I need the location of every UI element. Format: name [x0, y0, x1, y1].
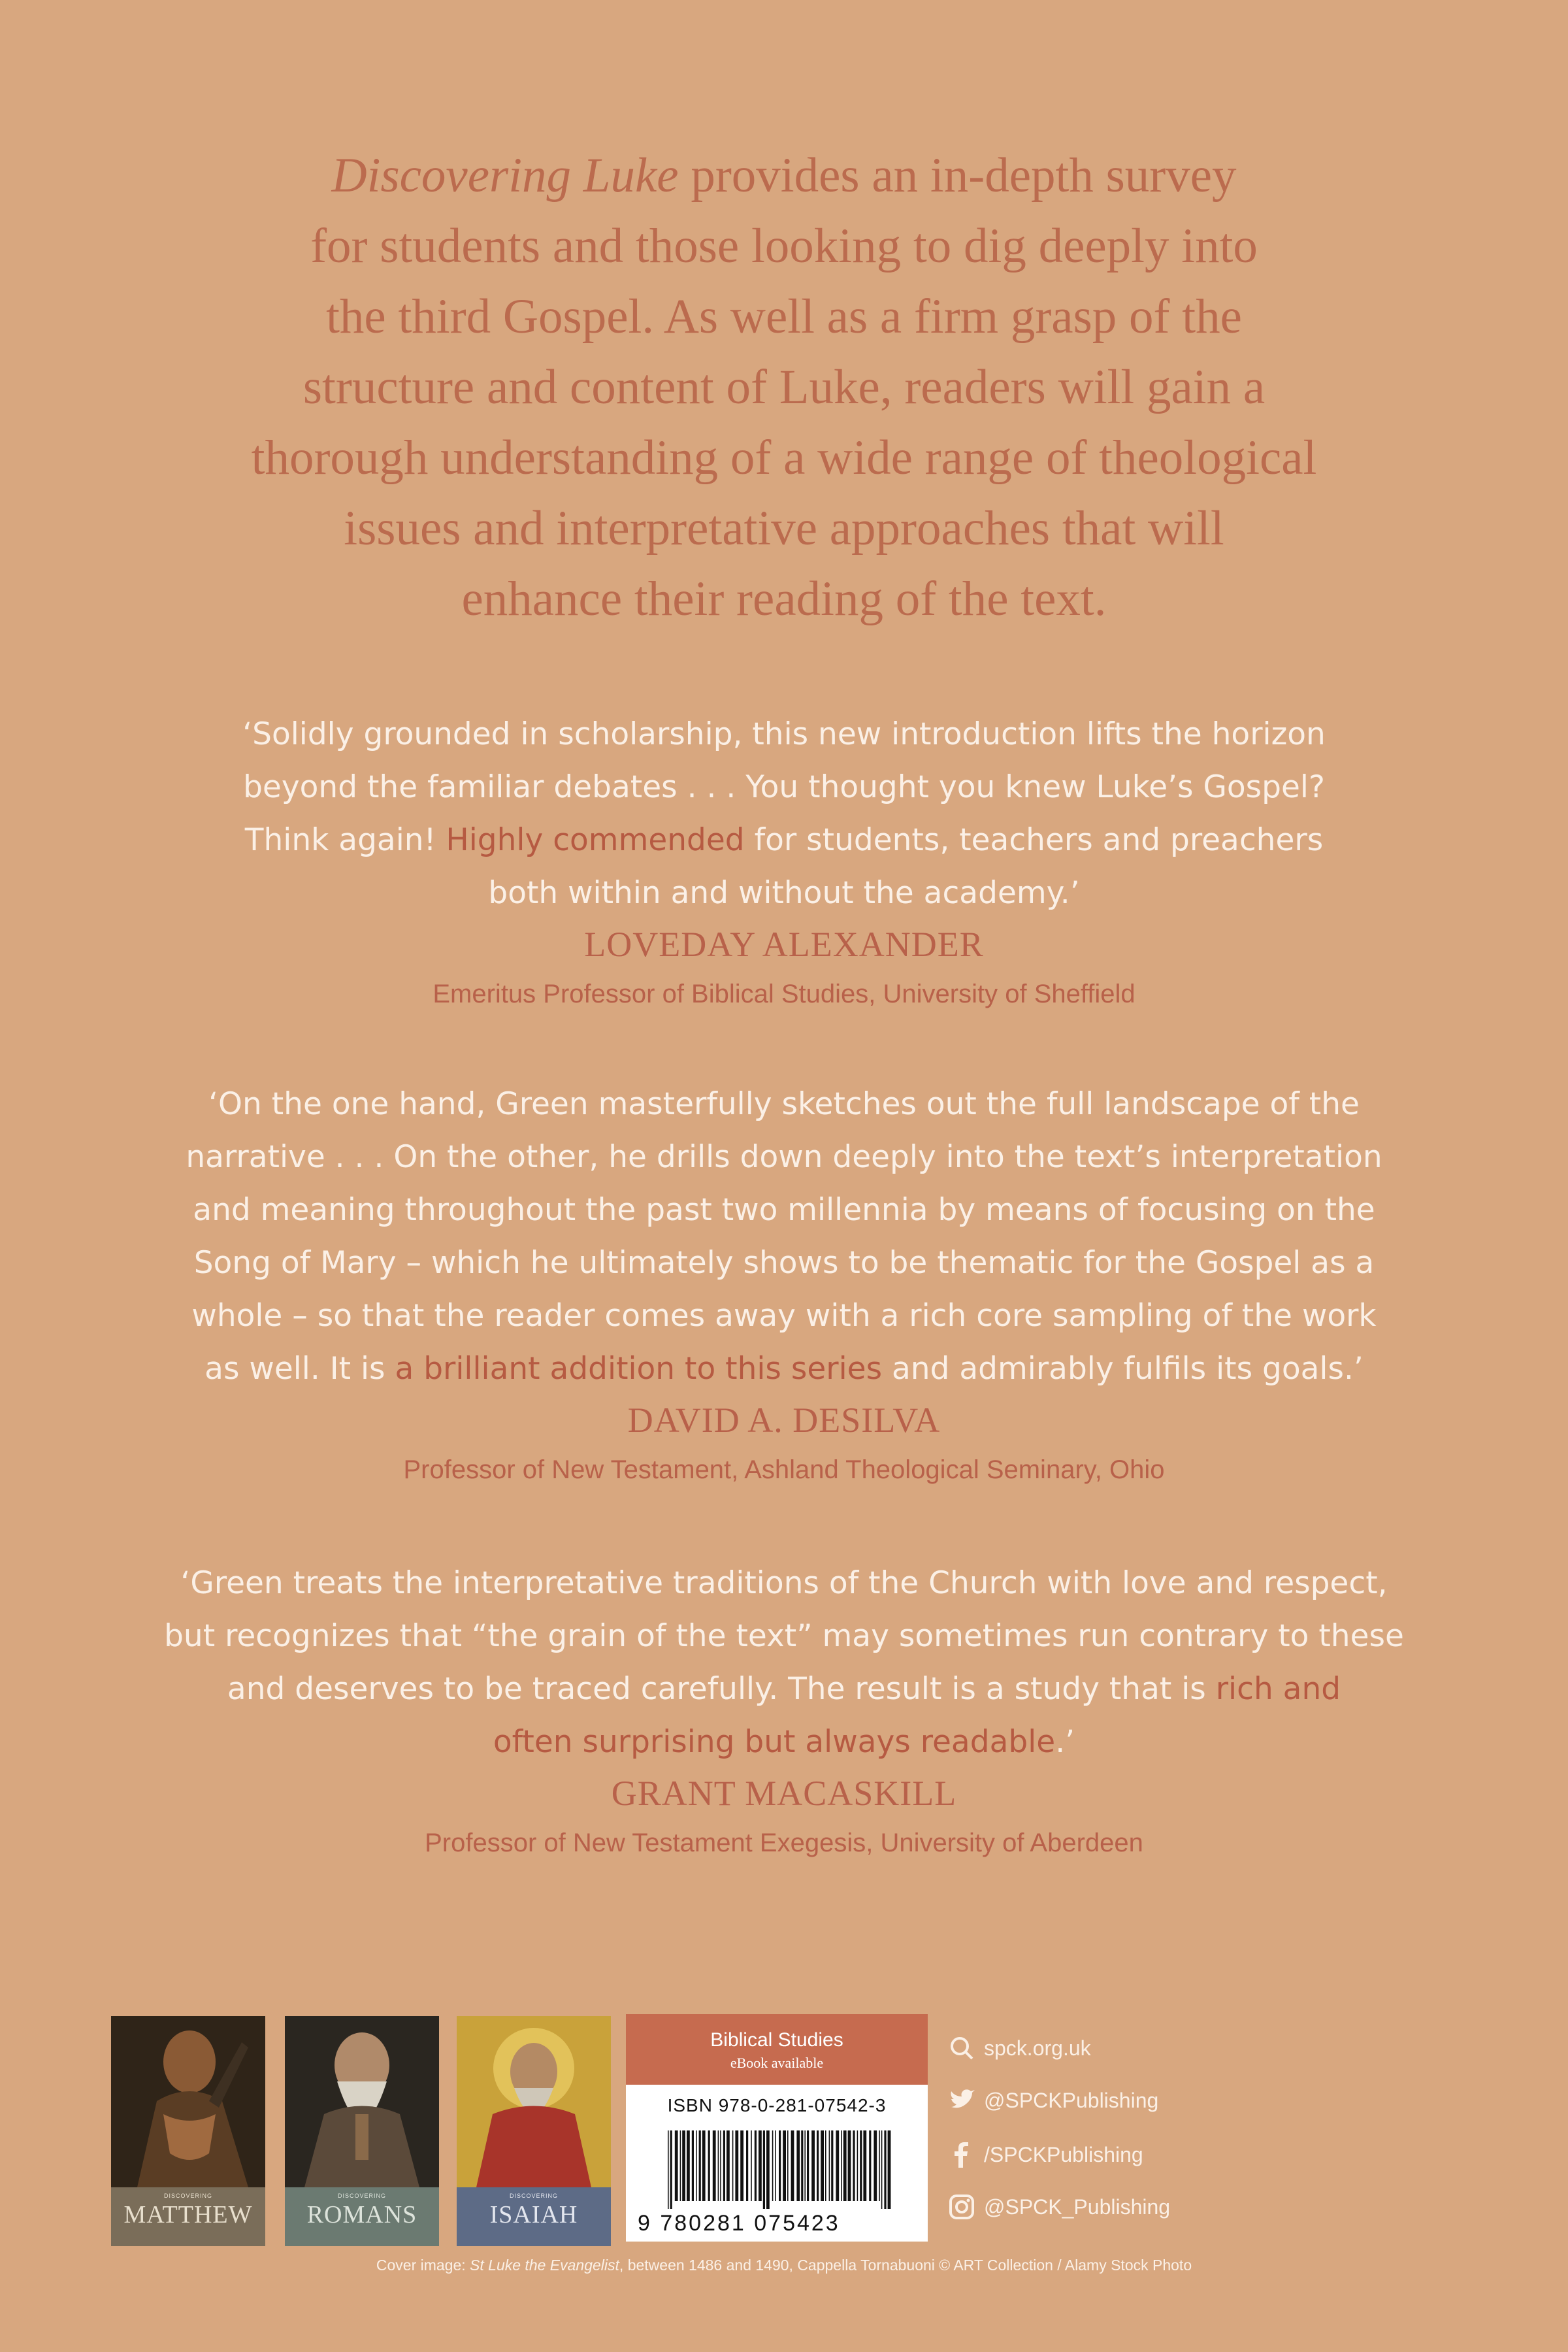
barcode-bar: [779, 2130, 781, 2201]
barcode-bar: [848, 2130, 851, 2201]
quote-line: Think again!: [244, 822, 446, 858]
review-author: LOVEDAY ALEXANDER: [584, 925, 984, 964]
review-david-desilva: [131, 1078, 1437, 1495]
barcode-bar: [811, 2130, 815, 2201]
review-quote: [131, 1557, 1437, 1768]
barcode-bar: [699, 2130, 701, 2201]
review-author: DAVID A. DESILVA: [627, 1400, 941, 1440]
blurb-line: provides an in-depth survey: [678, 148, 1237, 203]
series-book-isaiah: [457, 2016, 611, 2246]
barcode-bar: [791, 2130, 794, 2201]
barcode-bar: [807, 2130, 809, 2201]
barcode-bar: [720, 2130, 721, 2201]
series-book-romans: [285, 2016, 439, 2246]
book-band: [457, 2187, 611, 2246]
barcode-bar: [775, 2130, 776, 2201]
barcode-bar: [831, 2130, 833, 2201]
book-band: [111, 2187, 265, 2246]
review-affiliation: Professor of New Testament Exegesis, University of Aberdeen: [425, 1829, 1143, 1857]
barcode-bar: [723, 2130, 725, 2201]
barcode-bar: [718, 2130, 719, 2201]
barcode-bar: [740, 2130, 743, 2201]
instagram-handle[interactable]: @SPCK_Publishing: [984, 2195, 1171, 2219]
quote-line: ‘On the one hand, Green masterfully sketches out the full landscape of the: [208, 1086, 1360, 1122]
review-quote: [131, 1078, 1437, 1395]
quote-highlight: Highly commended: [446, 822, 745, 858]
quote-line: and admirably fulfils its goals.’: [882, 1351, 1364, 1387]
twitter-icon: [947, 2086, 976, 2115]
barcode-bar: [687, 2130, 690, 2201]
instagram-icon: [947, 2193, 976, 2221]
barcode-bar: [696, 2130, 697, 2201]
barcode-bar: [804, 2130, 806, 2201]
barcode-bar: [772, 2130, 774, 2201]
facebook-handle[interactable]: /SPCKPublishing: [984, 2143, 1143, 2166]
quote-line: but recognizes that “the grain of the text” may sometimes run contrary to these: [164, 1618, 1404, 1654]
barcode-bar: [829, 2130, 830, 2201]
barcode-bar: [874, 2130, 877, 2201]
barcode-bar: [836, 2130, 839, 2201]
review-affiliation: Professor of New Testament, Ashland Theological Seminary, Ohio: [403, 1455, 1165, 1484]
quote-line: and meaning throughout the past two millennia by means of focusing on the: [193, 1192, 1375, 1228]
barcode-bar: [863, 2130, 866, 2201]
credit-text: Cover image:: [376, 2257, 470, 2274]
blurb-line: enhance their reading of the text.: [461, 572, 1107, 626]
barcode-bar: [713, 2130, 716, 2201]
quote-line: ‘Green treats the interpretative traditions of the Church with love and respect,: [180, 1565, 1388, 1601]
barcode-bar: [692, 2130, 694, 2201]
barcode-bar: [755, 2130, 757, 2201]
barcode-bar: [801, 2130, 803, 2201]
barcode-bar: [732, 2130, 734, 2201]
barcode-bar: [759, 2130, 762, 2201]
barcode-bar: [682, 2130, 685, 2201]
quote-line: beyond the familiar debates . . . You thought you knew Luke’s Gospel?: [243, 769, 1325, 805]
category-label: Biblical Studies: [710, 2029, 843, 2051]
cover-image-credit: [131, 2252, 1437, 2278]
book-band: [285, 2187, 439, 2246]
barcode-bar: [825, 2130, 826, 2201]
barcode-bar: [869, 2130, 871, 2201]
barcode-bar: [843, 2130, 847, 2201]
book-series-label: DISCOVERING: [163, 2193, 212, 2199]
book-series-label: DISCOVERING: [337, 2193, 386, 2199]
isaiah-cover-painting: [457, 2016, 611, 2187]
quote-line: .’: [1055, 1724, 1075, 1760]
book-title-italic: Discovering Luke: [331, 148, 679, 203]
quote-line: whole – so that the reader comes away with a rich core sampling of the work: [191, 1298, 1377, 1334]
review-quote: [131, 708, 1437, 919]
barcode-bar: [787, 2130, 789, 2201]
barcode-bar: [680, 2130, 681, 2201]
book-blurb: [118, 141, 1450, 635]
barcode-bar: [860, 2130, 862, 2201]
quote-line: and deserves to be traced carefully. The result is a study that is: [227, 1671, 1216, 1707]
book-title: ROMANS: [306, 2201, 417, 2228]
barcode-bar: [735, 2130, 738, 2201]
barcode-bar: [670, 2130, 672, 2209]
review-grant-macaskill: [131, 1557, 1437, 1868]
credit-artwork-title: St Luke the Evangelist: [470, 2257, 619, 2274]
barcode-bar: [746, 2130, 748, 2201]
quote-line: narrative . . . On the other, he drills down deeply into the text’s interpretation: [186, 1139, 1382, 1175]
facebook-icon: [947, 2140, 976, 2169]
barcode-bar: [841, 2130, 842, 2201]
website-link[interactable]: spck.org.uk: [984, 2036, 1091, 2060]
barcode-bar: [675, 2130, 678, 2201]
matthew-cover-painting: [111, 2016, 265, 2187]
barcode-bar: [702, 2130, 706, 2201]
book-title: MATTHEW: [123, 2201, 253, 2228]
barcode-bar: [881, 2130, 883, 2209]
review-author: GRANT MACASKILL: [611, 1774, 957, 1813]
ebook-label: eBook available: [730, 2055, 824, 2071]
search-icon: [947, 2034, 976, 2062]
quote-highlight: rich and: [1215, 1671, 1341, 1707]
barcode-digits: 9 780281 075423: [638, 2211, 840, 2236]
review-loveday-alexander: [131, 708, 1437, 1019]
barcode-bar: [796, 2130, 800, 2201]
book-series-label: DISCOVERING: [509, 2193, 558, 2199]
barcode-bar: [668, 2130, 669, 2209]
blurb-line: the third Gospel. As well as a firm grasp of the: [326, 290, 1242, 344]
quote-line: both within and without the academy.’: [488, 875, 1080, 911]
romans-cover-painting: [285, 2016, 439, 2187]
series-book-matthew: [111, 2016, 265, 2246]
barcode-bar: [766, 2130, 770, 2209]
review-affiliation: Emeritus Professor of Biblical Studies, University of Sheffield: [433, 980, 1135, 1008]
quote-highlight: often surprising but always readable: [493, 1724, 1056, 1760]
barcode-bar: [821, 2130, 824, 2201]
blurb-line: for students and those looking to dig deeply into: [310, 219, 1258, 273]
barcode-image: [665, 2130, 894, 2209]
book-title: ISAIAH: [489, 2201, 578, 2228]
barcode-bar: [884, 2130, 886, 2209]
quote-highlight: a brilliant addition to this series: [395, 1351, 883, 1387]
barcode-bar: [751, 2130, 752, 2201]
barcode-bar: [708, 2130, 710, 2201]
quote-line: as well. It is: [204, 1351, 395, 1387]
quote-line: Song of Mary – which he ultimately shows to be thematic for the Gospel as a: [193, 1245, 1375, 1281]
blurb-line: structure and content of Luke, readers will gain a: [302, 360, 1266, 414]
barcode-bar: [857, 2130, 858, 2201]
quote-line: for students, teachers and preachers: [744, 822, 1324, 858]
barcode-bar: [783, 2130, 786, 2201]
barcode-bar: [817, 2130, 819, 2201]
barcode-bar: [879, 2130, 880, 2201]
quote-line: ‘Solidly grounded in scholarship, this new introduction lifts the horizon: [242, 716, 1326, 752]
category-header: [626, 2014, 928, 2085]
twitter-handle[interactable]: @SPCKPublishing: [984, 2089, 1159, 2112]
barcode-bar: [853, 2130, 855, 2201]
credit-text: , between 1486 and 1490, Cappella Tornabuoni © ART Collection / Alamy Stock Photo: [619, 2257, 1192, 2274]
barcode-bar: [763, 2130, 765, 2209]
blurb-line: thorough understanding of a wide range of theological: [251, 431, 1317, 485]
isbn-text: ISBN 978-0-281-07542-3: [667, 2095, 887, 2115]
isbn-barcode-box: [626, 2014, 928, 2242]
barcode-bar: [888, 2130, 891, 2209]
barcode-bar: [727, 2130, 730, 2201]
blurb-line: issues and interpretative approaches that will: [344, 501, 1224, 555]
